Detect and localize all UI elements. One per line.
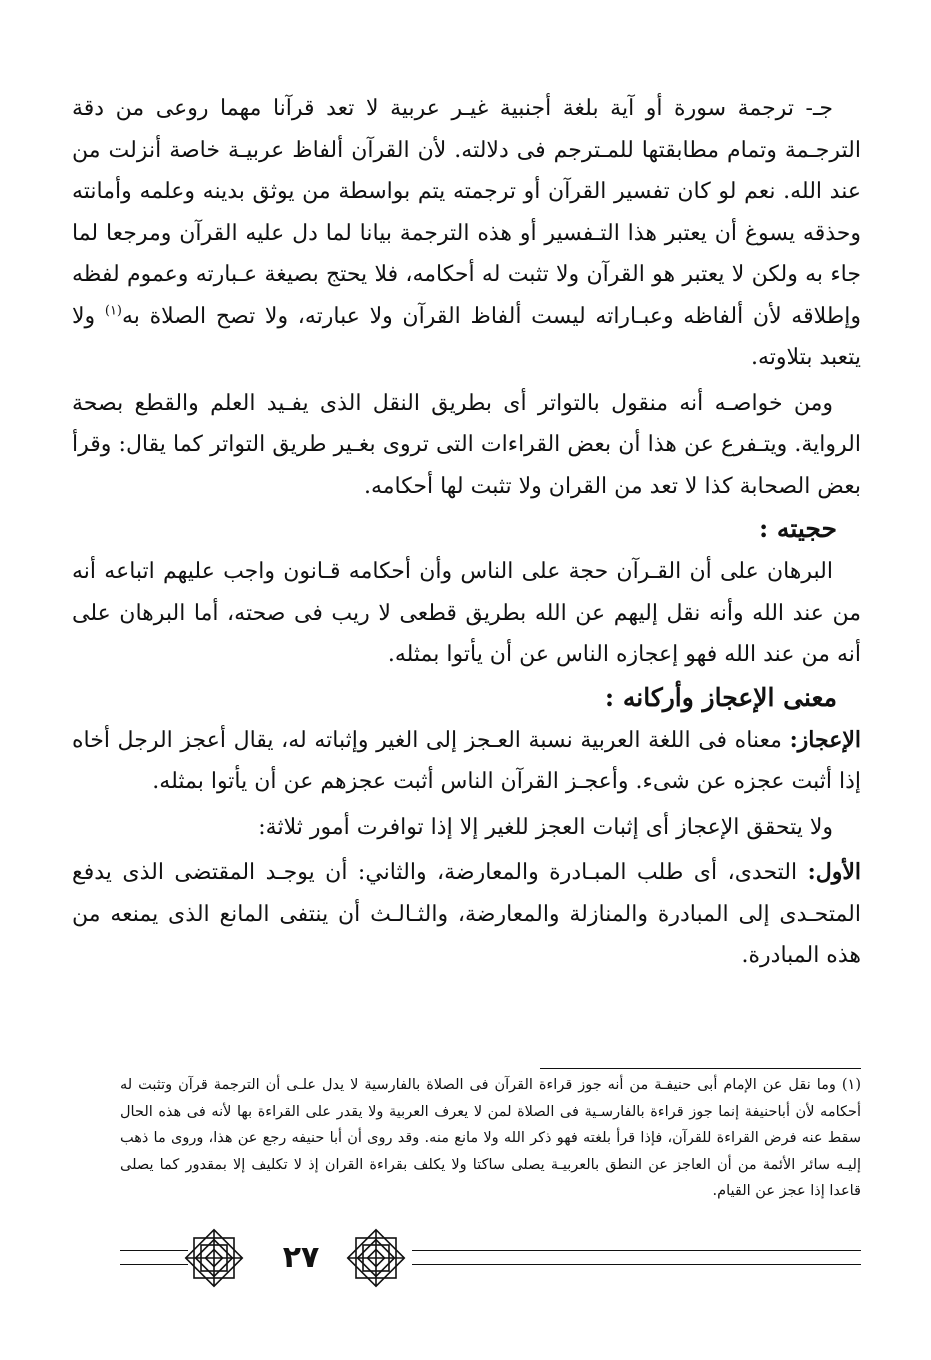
footer-line: [412, 1264, 861, 1265]
paragraph-translation-end: ولا يتعبد بتلاوته.: [72, 303, 861, 370]
body-text: [72, 88, 861, 977]
term-ijaz: الإعجاز:: [789, 726, 861, 753]
footer-line: [120, 1264, 188, 1265]
section-heading-ijaz: معنى الإعجاز وأركانه :: [604, 682, 837, 712]
eight-point-star-ornament-icon: [346, 1228, 406, 1288]
paragraph-tawatur: ومن خواصـه أنه منقول بالتواتر أى بطريق النقل الذى يفـيد العلم والقطع بصحة الرواية. ويتـفرع عن هذا أن بعض القراءات التى تروى بغـير طريق التواتر كما يقال: وقرأ بعض الصحابة كذا لا تعد من القران ولا تثبت لها أحكامه.: [72, 390, 861, 499]
paragraph-translation-text: جـ- ترجمة سورة أو آية بلغة أجنبية غيـر عربية لا تعد قرآنا مهما روعى من دقة الترجـمة وتمام مطابقتها للمـترجم فى دلالته. لأن القرآن ألفاظ عربيـة خاصة أنزلت من عند الله. نعم لو كان تفسير القرآن أو ترجمته يتم بواسطة من يوثق بدينه وعلمه وأمانته وحذقه يسوغ أن يعتبر هذا التـفسير أو هذه الترجمة بيانا لما دل عليه القرآن ومرجعا لما جاء به ولكن لا يعتبر هو القرآن ولا تثبت له أحكامه، فلا يحتج بصيغة عـبارته وعموم لفظه وإطلاقه لأن ألفاظه وعبـاراته ليست ألفاظ القرآن ولا عبارته، ولا تصح الصلاة به: [72, 96, 861, 329]
paragraph-conditions: ولا يتحقق الإعجاز أى إثبات العجز للغير إلا إذا توافرت أمور ثلاثة:: [258, 814, 833, 840]
paragraph-first-condition-text: التحدى، أى طلب المبـادرة والمعارضة، والثاني: أن يوجـد المقتضى الذى يدفع المتحـدى إلى المبادرة والمنازلة والمعارضة، والثـالـث أن ينتفى المانع الذى يمنعه من هذه المبادرة.: [72, 860, 862, 968]
footnote: (١) وما نقل عن الإمام أبى حنيفـة من أنه جوز قراءة القرآن فى الصلاة بالفارسية لا يدل علـى أن الترجمة قرآن وتثبت له أحكامه لأن أباحنيفة إنما جوز قراءة بالفارسـية فى الصلاة لمن لا يعرف العربية ولا يقدر على القراءة بها لأنه فى هذه الحال سقط عنه فرض القراءة للقرآن، فإذا قرأ بلغته فهو ذكر الله ولا مانع منه. وقد روى أن أبا حنيفه رجع عن هذا، وروى ما ذهب إليـه سائر الأئمة من أن العاجز عن النطق بالعربيـة يصلى ساكتا ولا يكلف بقراءة القران إذ لا تكليف إلا بمقدور كما يصلى قاعدا إذا عجز عن القيام.: [120, 1077, 861, 1199]
page-footer: [120, 1228, 861, 1288]
section-heading-hujjiyya: حجيته :: [758, 514, 837, 543]
paragraph-ijaz-text: معناه فى اللغة العربية نسبة العـجز إلى الغير وإثباته له، يقال أعجز الرجل أخاه إذا أثبت عجزه عن شىء. وأعجـز القرآن الناس أثبت عجزهم عن أن يأتوا بمثله.: [72, 727, 861, 794]
eight-point-star-ornament-icon: [184, 1228, 244, 1288]
paragraph-ijaz-definition: [72, 720, 861, 803]
paragraph-translation: [72, 88, 861, 379]
paragraph-hujjiyya: البرهان على أن القـرآن حجة على الناس وأن أحكامه قـانون واجب عليهم اتباعه أنه من عند الله وأنه نقل إليهم عن الله بطريق قطعى لا ريب فى صحته، أما البرهان على أنه من عند الله فهو إعجازه الناس عن أن يأتوا بمثله.: [72, 559, 861, 667]
term-first: الأول:: [807, 859, 861, 885]
footer-line: [412, 1250, 861, 1251]
footnote-divider: [540, 1068, 861, 1069]
footnote-reference[interactable]: (١): [104, 303, 122, 319]
page-number: ٢٧: [282, 1240, 320, 1275]
paragraph-first-condition: [72, 852, 861, 977]
footer-line: [120, 1250, 188, 1251]
